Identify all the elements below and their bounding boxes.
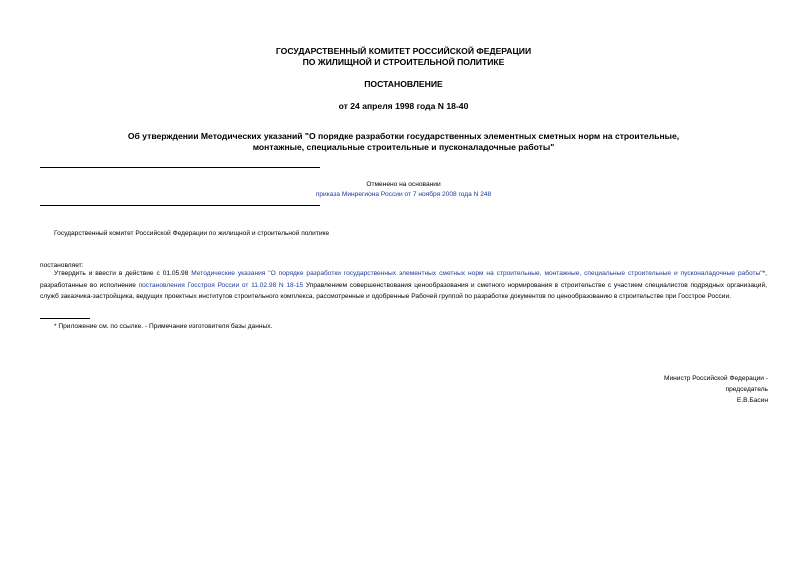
divider-top [40,167,320,168]
signature-role: председатель [725,386,768,393]
para-mid: *, разработанные во исполнение [40,270,767,289]
subject-line1: Об утверждении Методических указаний "О порядке разработки государственных элементных сметных норм на строительные, [127,131,680,141]
footnote-separator [40,318,90,319]
date-number: от 24 апреля 1998 года N 18-40 [338,101,469,111]
signature-title: Министр Российской Федерации - [663,375,768,382]
divider-bottom [40,205,320,206]
main-paragraph [40,268,767,303]
org-title-line1: ГОСУДАРСТВЕННЫЙ КОМИТЕТ РОССИЙСКОЙ ФЕДЕРАЦИИ [275,46,532,56]
resolves-text: постановляет: [40,262,84,269]
signature-name: Е.В.Басин [736,397,768,404]
issuer-text: Государственный комитет Российской Федерации по жилищной и строительной политике [54,230,330,237]
org-title-line2: ПО ЖИЛИЩНОЙ И СТРОИТЕЛЬНОЙ ПОЛИТИКЕ [302,57,505,67]
cancelled-link[interactable]: приказа Минрегиона России от 7 ноября 2008 года N 248 [315,191,492,198]
cancelled-text: Отменено на основании [366,181,441,188]
gosstroy-resolution-link[interactable]: постановления Госстроя России от 11.02.98 N 18-15 [138,281,304,289]
para-end: Управлением совершенствования ценообразования и сметного нормирования в строительстве с участием специалистов подрядных организаций, служб заказчика-застройщика, ведущих проектных институтов строительного комплекса, рассмотренные и одобренные Рабочей группой по разработке документов по ценообразованию в строительстве при Госстрое России. [40,281,767,300]
footnote-text: * Приложение см. по ссылке. - Примечание изготовителя базы данных. [54,323,273,330]
subject-line2: монтажные, специальные строительные и пусконаладочные работы" [252,142,555,152]
para-start: Утвердить и ввести в действие с 01.05.98 [54,270,192,277]
guidelines-link[interactable]: Методические указания "О порядке разработки государственных элементных сметных норм на строительные, монтажные, специальные строительные и пусконаладочные работы" [191,270,763,277]
document-type: ПОСТАНОВЛЕНИЕ [364,79,443,89]
